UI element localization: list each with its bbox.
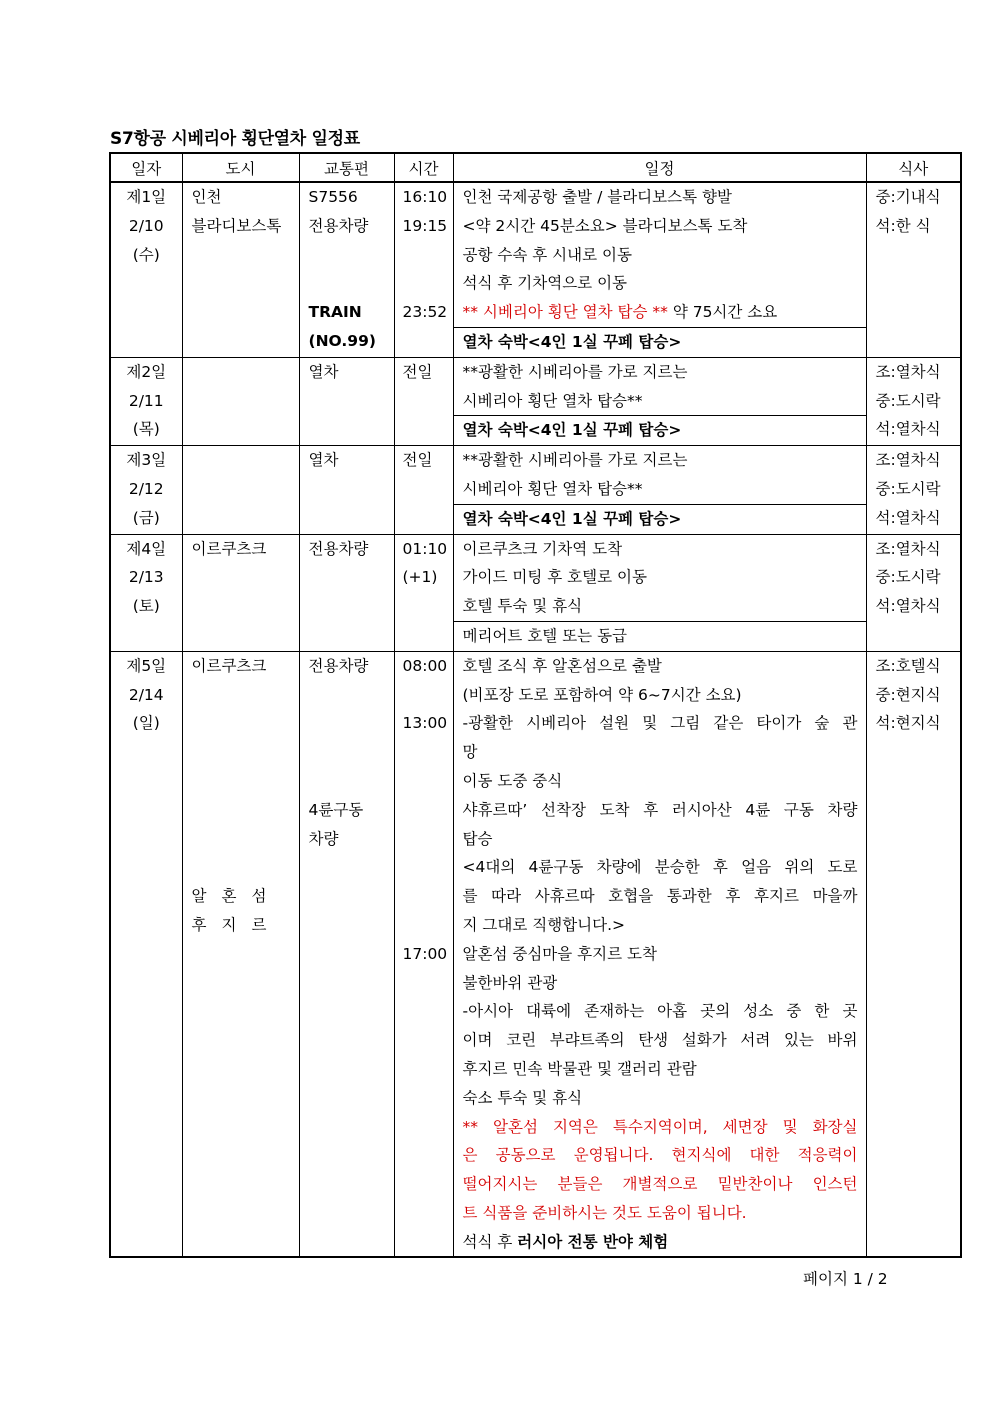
schedule-line: 이며 코린 부랴트족의 탄생 설화가 서려 있는 바위 <box>462 1031 858 1050</box>
schedule-line: 시베리아 횡단 열차 탑승** <box>462 391 643 410</box>
header-time: 시간 <box>394 153 453 182</box>
schedule-line: 시베리아 횡단 열차 탑승** <box>462 479 643 498</box>
page-number: 페이지 1 / 2 <box>803 1270 888 1288</box>
time-cell <box>394 446 453 534</box>
page-title: S7항공 시베리아 횡단열차 일정표 <box>110 129 360 149</box>
stay-line: 열차 숙박<4인 1실 꾸페 탑승> <box>454 415 866 445</box>
time-line: 19:15 <box>402 216 448 235</box>
schedule-line: 후지르 민속 박물관 및 갤러리 관람 <box>462 1059 697 1078</box>
schedule-cell <box>453 534 866 651</box>
schedule-line <box>454 298 866 327</box>
stay-line: 열차 숙박<4인 1실 꾸페 탑승> <box>454 327 866 357</box>
meal-cell <box>866 357 961 445</box>
schedule-line: 지 그대로 직행합니다.> <box>462 915 626 934</box>
transport-line: 열차 <box>308 451 339 470</box>
header-meal: 식사 <box>866 153 961 182</box>
day-date: 2/13 <box>128 568 164 587</box>
warning-line: ** 알혼섬 지역은 특수지역이며, 세면장 및 화장실 <box>462 1117 858 1136</box>
transport-cell <box>299 182 394 357</box>
meal-line: 석:열차식 <box>875 508 941 527</box>
train-boarding-note: ** 시베리아 횡단 열차 탑승 ** <box>462 303 668 322</box>
schedule-cell <box>453 651 866 1257</box>
day-weekday: (토) <box>132 597 160 616</box>
schedule-line: 탑승 <box>462 829 493 848</box>
meal-cell <box>866 182 961 357</box>
schedule-cell <box>453 357 866 445</box>
time-line: (+1) <box>402 568 438 587</box>
time-cell <box>394 182 453 357</box>
time-cell <box>394 651 453 1257</box>
day-weekday: (일) <box>132 714 160 733</box>
city-name: 이르쿠츠크 <box>191 656 267 675</box>
meal-line: 석:한 식 <box>875 216 931 235</box>
day-weekday: (수) <box>132 245 160 264</box>
time-line: 16:10 <box>402 188 448 206</box>
schedule-line: -아시아 대륙에 존재하는 아홉 곳의 성소 중 한 곳 <box>462 1002 858 1021</box>
dinner-text: 석식 후 <box>462 1232 513 1251</box>
schedule-cell <box>453 446 866 534</box>
day-number: 제3일 <box>126 451 167 470</box>
meal-line: 중:기내식 <box>875 188 941 206</box>
schedule-line: 이동 도중 중식 <box>462 771 563 790</box>
time-line: 전일 <box>402 451 433 470</box>
schedule-line: 불한바위 관광 <box>462 973 558 992</box>
warning-line: 은 공동으로 운영됩니다. 현지식에 대한 적응력이 <box>462 1146 858 1165</box>
meal-line: 석:열차식 <box>875 420 941 439</box>
transport-line: 전용차량 <box>308 539 369 558</box>
schedule-line: (비포장 도로 포함하여 약 6~7시간 소요) <box>462 685 742 704</box>
transport-cell <box>299 651 394 1257</box>
transport-line: 전용차량 <box>308 216 369 235</box>
transport-line: TRAIN <box>308 303 362 322</box>
meal-cell <box>866 534 961 651</box>
schedule-line: 숙소 투숙 및 휴식 <box>462 1088 583 1107</box>
schedule-line: 호텔 투숙 및 휴식 <box>462 597 583 616</box>
day-weekday: (목) <box>132 420 160 439</box>
day-weekday: (금) <box>132 508 160 527</box>
city-name: 후지르 <box>191 915 282 934</box>
day-number: 제5일 <box>126 656 167 675</box>
transport-cell <box>299 446 394 534</box>
schedule-line: **광활한 시베리아를 가로 지르는 <box>462 451 688 470</box>
meal-line: 중:도시락 <box>875 568 941 587</box>
meal-line: 중:도시락 <box>875 479 941 498</box>
warning-line: 떨어지시는 분들은 개별적으로 밑반찬이나 인스턴 <box>462 1175 858 1194</box>
city-cell <box>182 446 299 534</box>
time-cell <box>394 357 453 445</box>
transport-line: 4륜구동 <box>308 800 364 819</box>
city-cell <box>182 182 299 357</box>
schedule-line: **광활한 시베리아를 가로 지르는 <box>462 362 688 381</box>
day-number: 제1일 <box>126 188 167 206</box>
day-cell <box>110 446 182 534</box>
header-schedule: 일정 <box>453 153 866 182</box>
schedule-line: -광활한 시베리아 설원 및 그림 같은 타이가 숲 관 <box>462 714 858 733</box>
schedule-line: 석식 후 기차역으로 이동 <box>462 274 628 293</box>
day-cell <box>110 651 182 1257</box>
meal-line: 중:현지식 <box>875 685 941 704</box>
day-date: 2/11 <box>128 391 164 410</box>
day-cell <box>110 182 182 357</box>
city-name: 알혼섬 <box>191 887 282 906</box>
transport-line: (NO.99) <box>308 331 376 350</box>
meal-line: 중:도시락 <box>875 391 941 410</box>
transport-cell <box>299 357 394 445</box>
meal-line: 조:열차식 <box>875 451 941 470</box>
time-line: 01:10 <box>402 539 448 558</box>
schedule-line: <약 2시간 45분소요> 블라디보스톡 도착 <box>462 216 748 235</box>
schedule-line: 가이드 미팅 후 호텔로 이동 <box>462 568 647 587</box>
schedule-line: 공항 수속 후 시내로 이동 <box>462 245 632 264</box>
transport-line: 차량 <box>308 829 339 848</box>
schedule-line: <4대의 4륜구동 차량에 분승한 후 얼음 위의 도로 <box>462 858 858 877</box>
schedule-cell <box>453 182 866 357</box>
itinerary-table <box>109 152 962 1258</box>
transport-line: S7556 <box>308 188 358 206</box>
day-number: 제4일 <box>126 539 167 558</box>
meal-line: 조:호텔식 <box>875 656 941 675</box>
warning-line: 트 식품을 준비하시는 것도 도움이 됩니다. <box>462 1203 747 1222</box>
schedule-line: 인천 국제공항 출발 / 블라디보스톡 향발 <box>462 188 732 206</box>
meal-cell <box>866 446 961 534</box>
transport-line: 열차 <box>308 362 339 381</box>
day-number: 제2일 <box>126 362 167 381</box>
schedule-line: 망 <box>462 743 478 762</box>
header-date: 일자 <box>110 153 182 182</box>
meal-line: 석:열차식 <box>875 597 941 616</box>
transport-line: 전용차량 <box>308 656 369 675</box>
header-transport: 교통편 <box>299 153 394 182</box>
day-row-3 <box>110 446 961 534</box>
time-line: 13:00 <box>402 714 448 733</box>
duration-note: 약 75시간 소요 <box>672 303 778 322</box>
meal-line: 조:열차식 <box>875 539 941 558</box>
meal-cell <box>866 651 961 1257</box>
meal-line: 석:현지식 <box>875 714 941 733</box>
schedule-line: 샤휴르따’ 선착장 도착 후 러시아산 4륜 구동 차량 <box>462 800 858 819</box>
schedule-line: 알혼섬 중심마을 후지르 도착 <box>462 944 657 963</box>
header-city: 도시 <box>182 153 299 182</box>
meal-line: 조:열차식 <box>875 362 941 381</box>
city-name: 이르쿠츠크 <box>191 539 267 558</box>
day-row-5 <box>110 651 961 1257</box>
city-cell <box>182 651 299 1257</box>
day-date: 2/14 <box>128 685 164 704</box>
city-name: 인천 <box>191 188 222 206</box>
day-row-1 <box>110 182 961 357</box>
day-cell <box>110 534 182 651</box>
schedule-line <box>454 1228 866 1257</box>
time-line: 17:00 <box>402 944 448 963</box>
schedule-line: 를 따라 사휴르따 호협을 통과한 후 후지르 마을까 <box>462 887 858 906</box>
day-cell <box>110 357 182 445</box>
schedule-line: 이르쿠츠크 기차역 도착 <box>462 539 623 558</box>
schedule-line: 호텔 조식 후 알혼섬으로 출발 <box>462 656 662 675</box>
stay-line: 메리어트 호텔 또는 동급 <box>454 621 866 651</box>
city-name: 블라디보스톡 <box>191 216 282 235</box>
stay-line: 열차 숙박<4인 1실 꾸페 탑승> <box>454 504 866 534</box>
day-row-4 <box>110 534 961 651</box>
header-row <box>110 153 961 182</box>
day-row-2 <box>110 357 961 445</box>
time-line: 08:00 <box>402 656 448 675</box>
time-line: 전일 <box>402 362 433 381</box>
day-date: 2/12 <box>128 479 164 498</box>
time-cell <box>394 534 453 651</box>
city-cell <box>182 357 299 445</box>
transport-cell <box>299 534 394 651</box>
day-date: 2/10 <box>128 216 164 235</box>
city-cell <box>182 534 299 651</box>
time-line: 23:52 <box>402 303 448 322</box>
banya-experience: 러시아 전통 반야 체험 <box>517 1232 669 1251</box>
